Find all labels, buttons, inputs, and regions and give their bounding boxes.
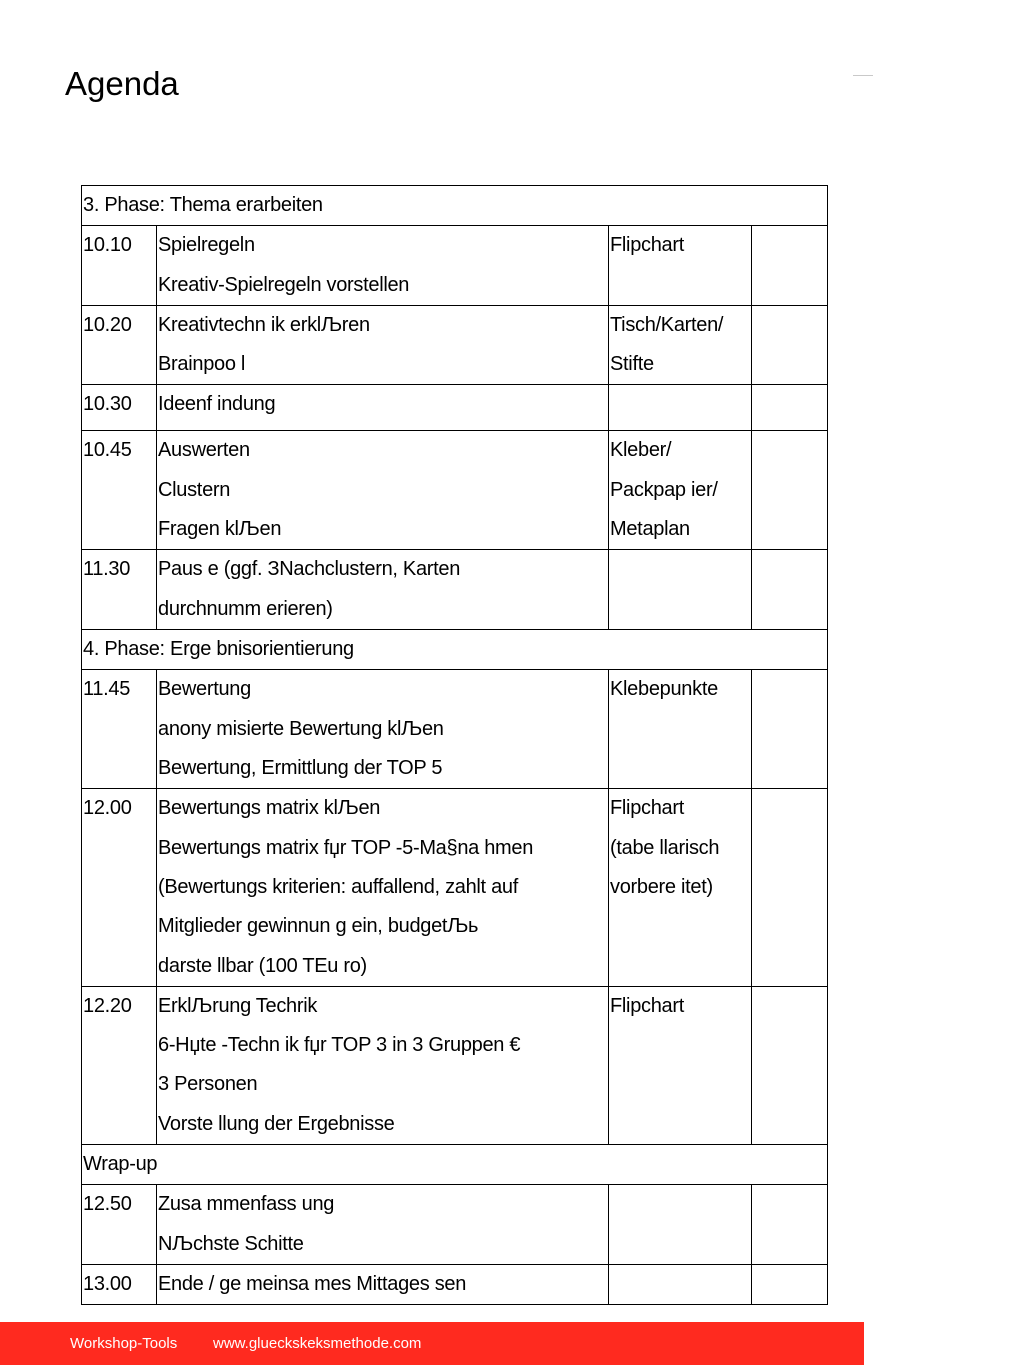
material-cell [609, 986, 752, 1144]
material-cell [609, 789, 752, 986]
material-cell [609, 670, 752, 789]
time-cell: 12.50 [82, 1185, 157, 1265]
agenda-row [82, 1185, 828, 1265]
activity-cell [157, 550, 609, 630]
corner-mark [853, 75, 873, 76]
activity-line: 3 Personen [158, 1073, 258, 1096]
activity-line: (Bewertungs kriterien: auffallend, zahlt auf [158, 875, 518, 898]
material-line: Metaplan [610, 518, 690, 541]
footer-bar [0, 1322, 864, 1365]
extra-cell [752, 670, 828, 789]
material-line: Kleber/ [610, 439, 672, 462]
activity-line: Mitglieder gewinnun g ein, budgetЉь [158, 915, 479, 938]
phase-heading: 3. Phase: Thema erarbeiten [82, 186, 828, 226]
time-cell: 12.00 [82, 789, 157, 986]
material-line: Packpap ier/ [610, 478, 718, 501]
extra-cell [752, 431, 828, 550]
material-line: Flipchart [610, 797, 684, 820]
activity-line: Spielregeln [158, 234, 255, 257]
activity-line: ErklЉrung Techrik [158, 994, 318, 1017]
activity-line: darste llbar (100 TEu ro) [158, 954, 367, 977]
activity-line: Brainpoo l [158, 353, 246, 376]
activity-line: Kreativtechn ik erklЉren [158, 313, 370, 336]
footer-url-link[interactable]: www.glueckskeksmethode.com [213, 1335, 422, 1352]
time-cell: 13.00 [82, 1264, 157, 1304]
activity-line: Paus e (ggf. ЗNachclustern, Karten [158, 558, 461, 581]
extra-cell [752, 226, 828, 306]
agenda-row [82, 670, 828, 789]
activity-line: Bewertung [158, 678, 251, 701]
activity-cell [157, 385, 609, 431]
phase-row [82, 186, 828, 226]
activity-cell [157, 789, 609, 986]
material-line: Flipchart [610, 234, 684, 257]
activity-cell [157, 986, 609, 1144]
material-cell [609, 1185, 752, 1265]
material-line: Klebepunkte [610, 678, 718, 701]
material-line: Flipchart [610, 994, 684, 1017]
agenda-row [82, 986, 828, 1144]
material-line: Stifte [610, 353, 654, 376]
extra-cell [752, 986, 828, 1144]
activity-line: Fragen klЉеn [158, 518, 282, 541]
agenda-row [82, 226, 828, 306]
material-cell [609, 305, 752, 385]
material-line: (tabe llarisch [610, 836, 720, 859]
activity-line: Vorste llung der Ergebnisse [158, 1112, 395, 1135]
activity-line: 6-Hџte -Techn ik fџr TOP 3 in 3 Gruppen € [158, 1034, 521, 1057]
page-title: Agenda [65, 65, 179, 102]
activity-line: Bewertungs matrix klЉеn [158, 797, 381, 820]
agenda-row [82, 550, 828, 630]
time-cell: 10.30 [82, 385, 157, 431]
material-cell [609, 385, 752, 431]
extra-cell [752, 789, 828, 986]
time-cell: 11.30 [82, 550, 157, 630]
time-cell: 11.45 [82, 670, 157, 789]
extra-cell [752, 550, 828, 630]
extra-cell [752, 1264, 828, 1304]
activity-line: Ideenf indung [158, 393, 276, 416]
material-cell [609, 1264, 752, 1304]
activity-cell [157, 670, 609, 789]
activity-cell [157, 1264, 609, 1304]
time-cell: 10.10 [82, 226, 157, 306]
agenda-row [82, 789, 828, 986]
agenda-row [82, 305, 828, 385]
activity-line: NЉchste Schitte [158, 1232, 304, 1255]
time-cell: 10.20 [82, 305, 157, 385]
agenda-row [82, 431, 828, 550]
phase-row [82, 630, 828, 670]
agenda-row [82, 1264, 828, 1304]
extra-cell [752, 305, 828, 385]
activity-line: anony misierte Bewertung klЉеn [158, 717, 444, 740]
time-cell: 10.45 [82, 431, 157, 550]
time-cell: 12.20 [82, 986, 157, 1144]
activity-line: durchnumm erieren) [158, 597, 333, 620]
material-line: vorbere itet) [610, 875, 713, 898]
activity-cell [157, 305, 609, 385]
activity-line: Zusa mmenfass ung [158, 1193, 335, 1216]
activity-cell [157, 1185, 609, 1265]
activity-line: Clustern [158, 478, 231, 501]
phase-row [82, 1145, 828, 1185]
activity-cell [157, 431, 609, 550]
phase-heading: Wrap-up [82, 1145, 828, 1185]
activity-line: Auswerten [158, 439, 250, 462]
material-cell [609, 431, 752, 550]
activity-line: Ende / ge meinsa mes Mittages sen [158, 1272, 467, 1295]
footer-brand: Workshop-Tools [70, 1335, 178, 1352]
phase-heading: 4. Phase: Erge bnisorientierung [82, 630, 828, 670]
extra-cell [752, 1185, 828, 1265]
activity-line: Kreativ-Spielregeln vorstellen [158, 273, 410, 296]
agenda-row [82, 385, 828, 431]
activity-line: Bewertungs matrix fџr TOP -5-Ma§na hmen [158, 836, 534, 859]
material-cell [609, 550, 752, 630]
material-line: Tisch/Karten/ [610, 313, 724, 336]
extra-cell [752, 385, 828, 431]
agenda-table [81, 185, 828, 1305]
activity-cell [157, 226, 609, 306]
activity-line: Bewertung, Ermittlung der TOP 5 [158, 756, 443, 779]
material-cell [609, 226, 752, 306]
